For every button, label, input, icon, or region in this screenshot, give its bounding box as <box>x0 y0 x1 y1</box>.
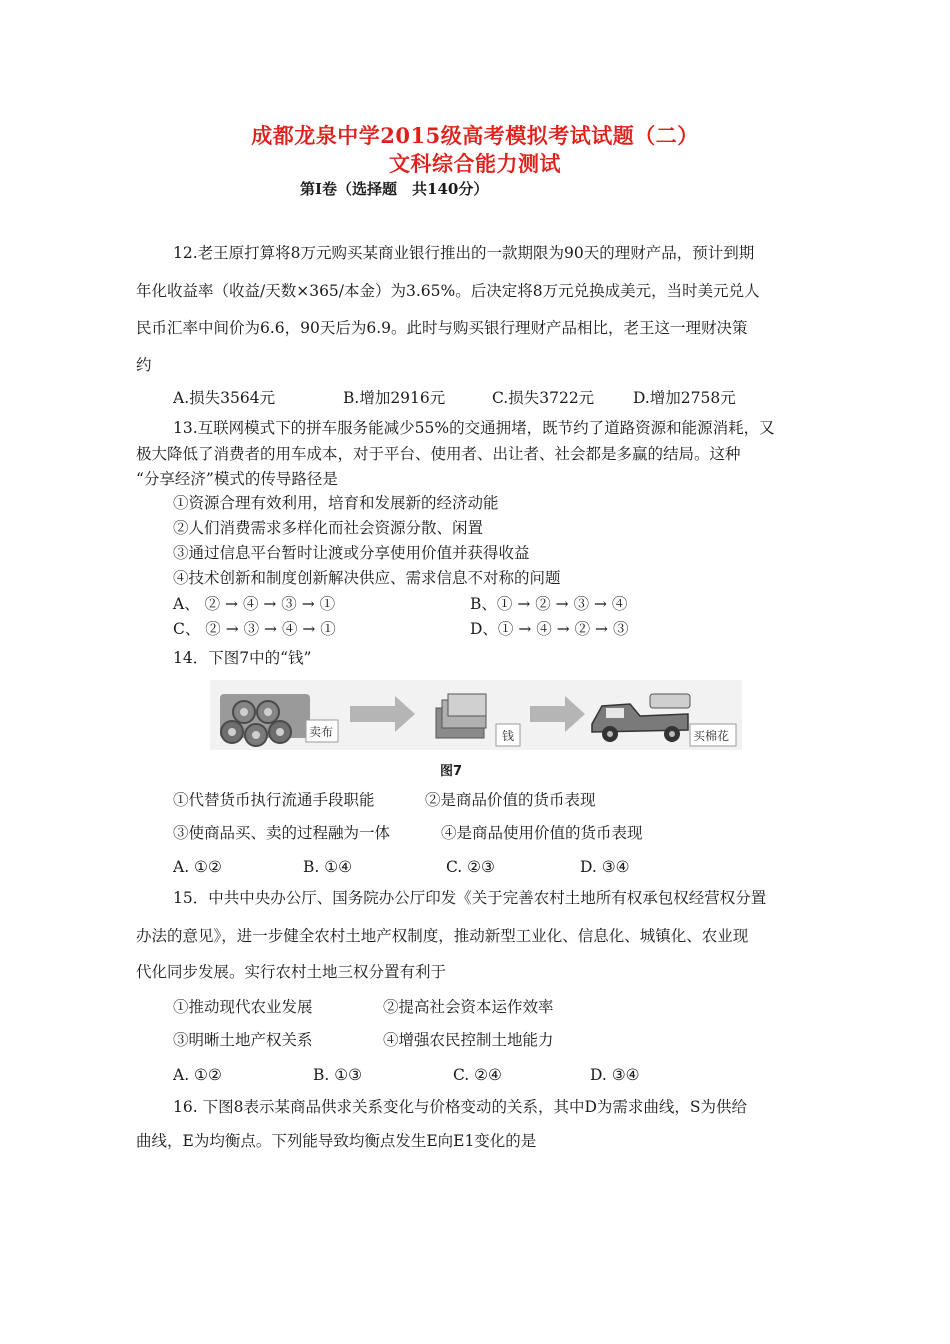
q13-option-a: A、 ② → ④ → ③ → ① <box>173 595 336 613</box>
label-money: 钱 <box>502 729 515 743</box>
q15-option-a: A. ①② <box>173 1066 222 1084</box>
q12-option-d: D.增加2758元 <box>633 389 736 407</box>
q12-option-a: A.损失3564元 <box>173 389 276 407</box>
q14-item-1: ①代替货币执行流通手段职能 <box>173 791 375 809</box>
q15-item-4: ④增强农民控制土地能力 <box>383 1031 554 1049</box>
q12-line1: 12.老王原打算将8万元购买某商业银行推出的一款期限为90天的理财产品，预计到期 <box>173 244 755 262</box>
q15-option-c: C. ②④ <box>453 1066 502 1084</box>
q15-line2: 办法的意见》，进一步健全农村土地产权制度，推动新型工业化、信息化、城镇化、农业现 <box>136 927 749 945</box>
q13-line3: “分享经济”模式的传导路径是 <box>136 470 338 488</box>
q12-line3: 民币汇率中间价为6.6，90天后为6.9。此时与购买银行理财产品相比，老王这一理财决策 <box>136 319 748 337</box>
q15-item-3: ③明晰土地产权关系 <box>173 1031 313 1049</box>
q14-item-4: ④是商品使用价值的货币表现 <box>441 824 643 842</box>
q15-option-d: D. ③④ <box>590 1066 640 1084</box>
q14-option-c: C. ②③ <box>446 858 495 876</box>
q12-option-c: C.损失3722元 <box>492 389 595 407</box>
q14-option-d: D. ③④ <box>580 858 630 876</box>
q12-line2: 年化收益率（收益/天数×365/本金）为3.65%。后决定将8万元兑换成美元，当时美元兑人 <box>136 282 760 300</box>
label-sell-cloth: 卖布 <box>309 725 334 739</box>
q12-line4: 约 <box>136 356 152 374</box>
q13-line2: 极大降低了消费者的用车成本，对于平台、使用者、出让者、社会都是多赢的结局。这种 <box>136 445 741 463</box>
q15-line1: 15．中共中央办公厅、国务院办公厅印发《关于完善农村土地所有权承包权经营权分置 <box>173 889 767 907</box>
q13-option-d: D、① → ④ → ② → ③ <box>470 620 629 638</box>
q16-line1: 16. 下图8表示某商品供求关系变化与价格变动的关系，其中D为需求曲线，S为供给 <box>173 1098 747 1116</box>
q13-line1: 13.互联网模式下的拼车服务能减少55%的交通拥堵，既节约了道路资源和能源消耗，又 <box>173 419 775 437</box>
q13-item-1: ①资源合理有效利用，培育和发展新的经济动能 <box>173 494 499 512</box>
q14-option-a: A. ①② <box>173 858 222 876</box>
q14-item-3: ③使商品买、卖的过程融为一体 <box>173 824 391 842</box>
q14-stem: 14．下图7中的“钱” <box>173 649 312 667</box>
section-heading: 第Ⅰ卷（选择题 共140分） <box>300 180 489 198</box>
label-buy-cotton: 买棉花 <box>693 729 730 743</box>
q13-option-b: B、① → ② → ③ → ④ <box>470 595 628 613</box>
q14-option-b: B. ①④ <box>303 858 353 876</box>
q12-option-b: B.增加2916元 <box>343 389 446 407</box>
q15-option-b: B. ①③ <box>313 1066 363 1084</box>
q13-item-4: ④技术创新和制度创新解决供应、需求信息不对称的问题 <box>173 569 561 587</box>
q14-item-2: ②是商品价值的货币表现 <box>425 791 596 809</box>
exam-subtitle: 文科综合能力测试 <box>389 151 561 176</box>
q15-item-2: ②提高社会资本运作效率 <box>383 998 554 1016</box>
q13-item-2: ②人们消费需求多样化而社会资源分散、闲置 <box>173 519 484 537</box>
figure-7-illustration <box>210 680 742 780</box>
q15-item-1: ①推动现代农业发展 <box>173 998 313 1016</box>
q16-line2: 曲线，E为均衡点。下列能导致均衡点发生E向E1变化的是 <box>136 1132 537 1150</box>
q13-option-c: C、 ② → ③ → ④ → ① <box>173 620 336 638</box>
figure-7-caption: 图7 <box>440 764 463 779</box>
q15-line3: 代化同步发展。实行农村土地三权分置有利于 <box>136 963 447 981</box>
q13-item-3: ③通过信息平台暂时让渡或分享使用价值并获得收益 <box>173 544 530 562</box>
exam-title: 成都龙泉中学2015级高考模拟考试试题（二） <box>251 123 699 148</box>
money-stack-icon <box>436 694 486 738</box>
